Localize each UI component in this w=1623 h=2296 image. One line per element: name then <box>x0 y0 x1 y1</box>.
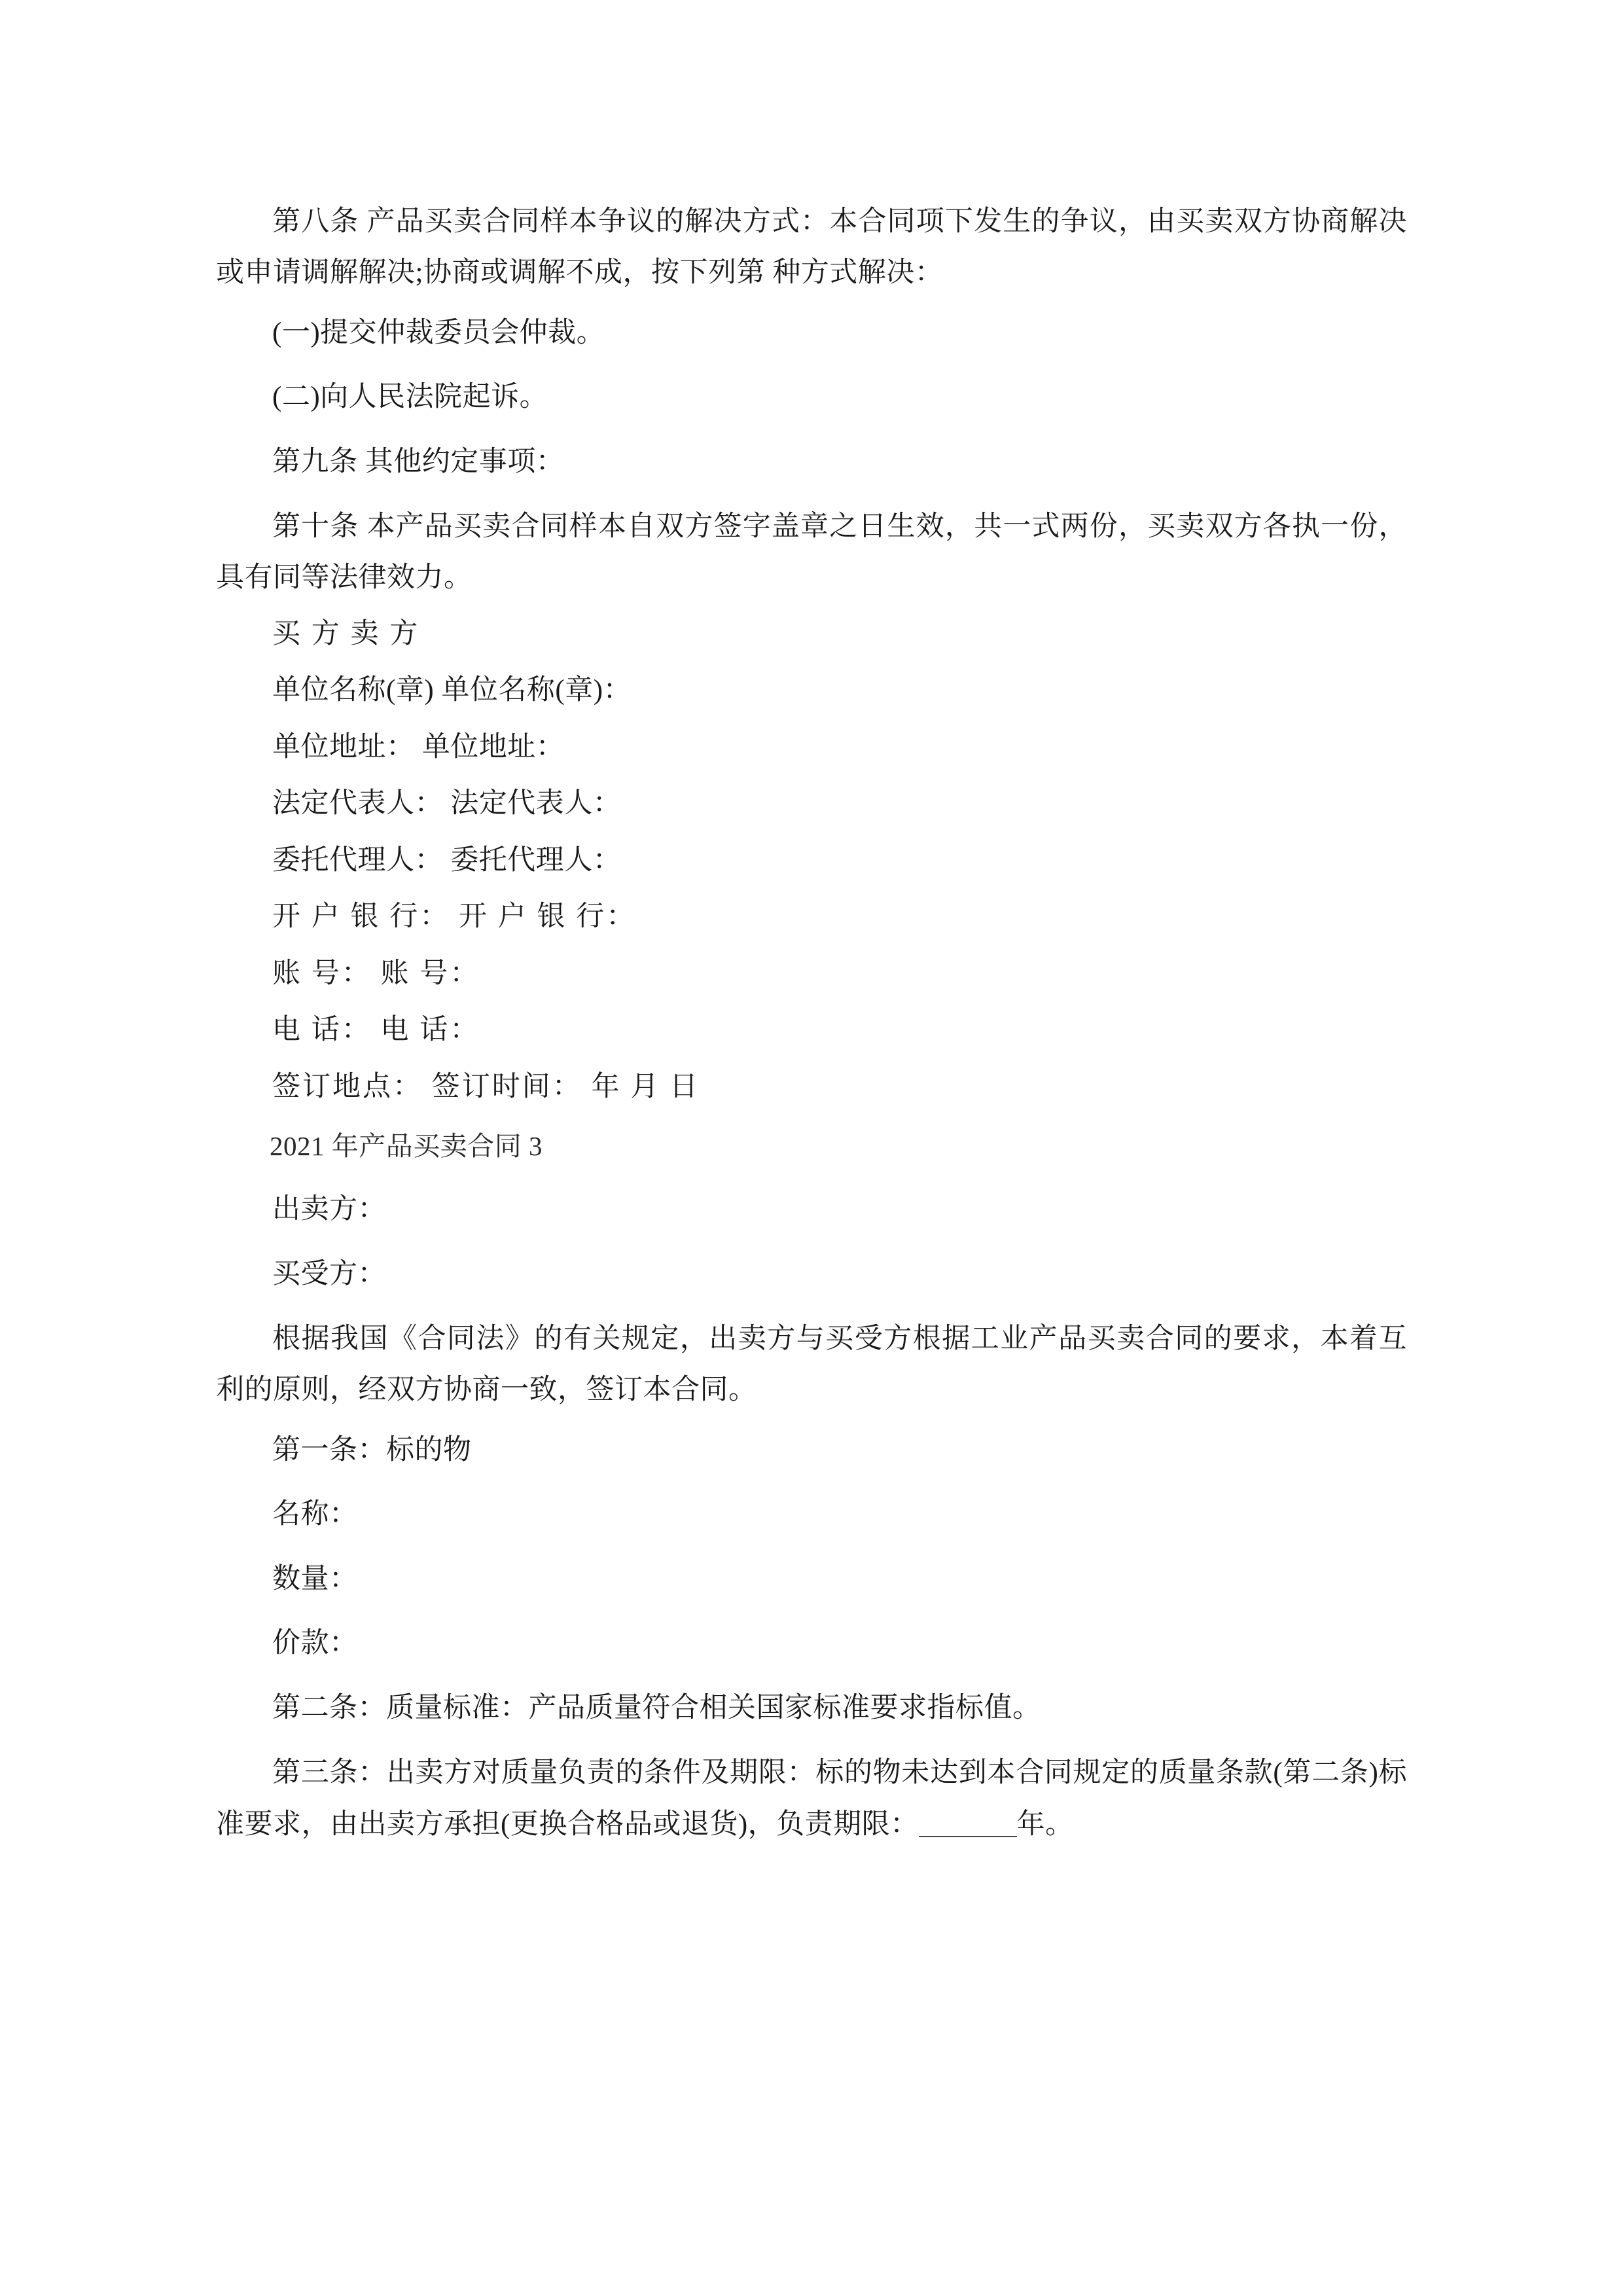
paragraph-clause-10: 第十条 本产品买卖合同样本自双方签字盖章之日生效，共一式两份，买卖双方各执一份，具有同等法律效力。 <box>216 511 1407 594</box>
paragraph-subject-quantity: 数量： <box>272 1563 358 1594</box>
signature-unit-name: 单位名称(章) 单位名称(章)： <box>272 675 632 706</box>
paragraph-clause-8: 第八条 产品买卖合同样本争议的解决方式：本合同项下发生的争议，由买卖双方协商解决或申请调解解决;协商或调解不成，按下列第 种方式解决： <box>216 206 1407 289</box>
document-title-contract-3: 2021 年产品买卖合同 3 <box>270 1131 543 1162</box>
article-3-prefix: 第三条：出卖方对质量负责的条件及期限：标的物未达到本合同规定的质量条款(第二条)标准要求，由出卖方承担(更换合格品或退货)，负责期限： <box>216 1757 1407 1840</box>
paragraph-article-2: 第二条：质量标准：产品质量符合相关国家标准要求指标值。 <box>272 1692 1041 1723</box>
document-body <box>216 196 1407 1850</box>
paragraph-clause-8-item-2: (二)向人民法院起诉。 <box>272 382 548 413</box>
paragraph-seller: 出卖方： <box>272 1194 386 1225</box>
paragraph-clause-8-item-1: (一)提交仲裁委员会仲裁。 <box>272 317 605 348</box>
signature-phone: 电 话： 电 话： <box>272 1014 480 1046</box>
paragraph-subject-price: 价款： <box>272 1628 358 1659</box>
paragraph-preamble: 根据我国《合同法》的有关规定，出卖方与买受方根据工业产品买卖合同的要求，本着互利的原则，经双方协商一致，签订本合同。 <box>216 1323 1407 1406</box>
paragraph-clause-9: 第九条 其他约定事项： <box>272 446 565 477</box>
signature-parties-header: 买 方 卖 方 <box>272 618 420 649</box>
fill-in-blank[interactable] <box>919 1836 1017 1837</box>
signature-legal-representative: 法定代表人： 法定代表人： <box>272 788 622 819</box>
signature-authorized-agent: 委托代理人： 委托代理人： <box>272 844 622 876</box>
signature-bank: 开 户 银 行： 开 户 银 行： <box>272 901 637 933</box>
signature-account-number: 账 号： 账 号： <box>272 958 480 989</box>
paragraph-article-3 <box>216 1748 1407 1850</box>
paragraph-buyer: 买受方： <box>272 1258 386 1289</box>
signature-unit-address: 单位地址： 单位地址： <box>272 731 565 762</box>
paragraph-subject-name: 名称： <box>272 1499 358 1530</box>
article-3-suffix: 年。 <box>1016 1808 1074 1840</box>
paragraph-article-1: 第一条：标的物 <box>272 1434 472 1465</box>
signature-place-and-date: 签订地点： 签订时间： 年 月 日 <box>272 1071 700 1102</box>
